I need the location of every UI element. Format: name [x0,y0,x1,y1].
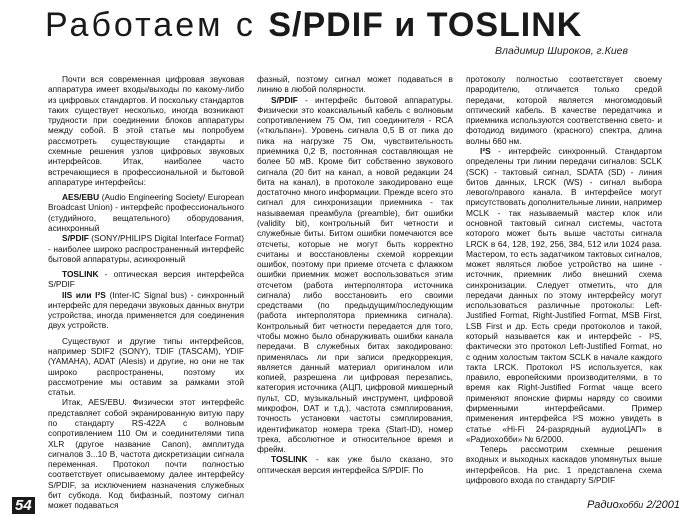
term-label: AES/EBU [62,192,100,203]
magazine-name-small: хобби [618,500,644,510]
paragraph: S/PDIF (SONY/PHILIPS Digital Interface Format) - наиболее широко распространенный интерфейс бытовой аппаратуры, асинхронный [48,233,244,264]
page-footer [0,497,700,521]
term-label: TOSLINK [62,269,99,280]
page-number: 54 [12,497,35,514]
article-title-part1: Работаем с [45,6,269,44]
magazine-name: Радио [586,499,619,511]
paragraph: I²S - интерфейс синхронный. Стандартом определены три линии передачи сигналов: SCLK (SCK) - тактовый сигнал, SDATA (SD) - линия битов данных, LRCK (WS) - сигнал выбора левого/правого канала. В интерфейсе могут присутствовать дополнительные линии, например MCLK - так называемый мастер клок или основной тактовый сигнал системы, частота которого может быть выше частоты сигнала LRCK в 64, 128, 192, 256, 384, 512 или 1024 раза. Мастером, то есть задатчиком тактовых сигналов, может являться любое устройство на шине - источник, приемник либо внешний схема синхронизации. Следует отметить, что для передачи данных по этому интерфейсу могут использоваться различные протоколы: Left-Justified Format, Right-Justified Format, MSB First, LSB First и др. Есть среди протоколов и такой, который называется как и интерфейс - I²S, фактически это протокол Left-Justified Format, но с одним холостым тактом SCLK в начале каждого такта LRCK. Протокол I²S используется, как правило, европейскими производителями, в то время как Right-Justified Format чаще всего применяют японские фирмы наряду со своими фирменными интерфейсами. Пример применения интерфейса I²S можно увидеть в статье «Hi-Fi 24-разрядный аудиоЦАП» в «Радиохобби» № 6/2000. [466,145,662,444]
paragraph: Почти вся современная цифровая звуковая аппаратура имеет входы/выходы по какому-либо из цифровых стандартов. И поскольку стандартов таких существует несколько, иногда возникают трудности при соединении блоков аппаратуры между собой. В этой статье мы попробуем рассмотреть существующие стандарты и схемные решения узлов цифровых звуковых интерфейсов. Итак, наиболее часто встречающиеся в профессиональной и бытовой аппаратуре интерфейсы: [48,74,244,187]
term-label: TOSLINK [271,454,308,465]
term-label: S/PDIF [271,94,298,105]
term-label: IIS или I²S [62,289,106,300]
paragraph: протоколу полностью соответствует своему прародителю, отличается только средой передачи, которой является многомодовый оптический кабель. В качестве передатчика и приемника используются соответственно свето- и фотодиод видимого (красного) спектра, длина волны 660 нм. [466,74,662,146]
article-title-part2: S/PDIF и TOSLINK [268,6,583,44]
article-title [45,5,665,45]
paragraph: TOSLINK - оптическая версия интерфейса S/PDIF [48,269,244,290]
author-byline: Владимир Широков, г.Киев [495,45,628,57]
paragraph: Существуют и другие типы интерфейсов, например SDIF2 (SONY), TDIF (TASCAM), YDIF (YAMAHA), ADAT (Alesis) и другие, но они не так широко распространены, поэтому их рассмотрение мы оставим за рамками этой статьи. [48,335,244,398]
text-column-1 [48,74,244,511]
paragraph: фазный, поэтому сигнал может подаваться в линию в любой полярности. [257,74,453,95]
paragraph: Теперь рассмотрим схемные решения входных и выходных каскадов упомянутых выше интерфейсов. На рис. 1 представлена схема цифрового входа по стандарту S/PDIF [466,444,662,485]
paragraph: TOSLINK - как уже было сказано, это оптическая версия интерфейса S/PDIF. По [257,454,453,475]
magazine-issue [587,499,680,511]
paragraph: IIS или I²S (Inter-IC Signal bus) - синхронный интерфейс для передачи звуковых данных внутри устройства, иногда применяется для соединения двух устройств. [48,289,244,331]
issue-number: 2/2001 [643,499,680,511]
text-column-2 [257,74,453,494]
text-column-3 [466,74,662,494]
paragraph: Итак, AES/EBU. Физически этот интерфейс представляет собой экранированную витую пару по стандарту RS-422A с волновым сопротивлением 110 Ом и соединителями типа XLR (другое название Canon), амплитуда сигналов 3...10 В, частота дискретизации сигнала переменная. Протокол почти полностью соответствует описываемому далее интерфейсу S/PDIF, за исключением назначения служебных бит субкода. Код бифазный, поэтому сигнал может подаваться [48,397,244,511]
term-label: I²S [480,145,491,156]
paragraph: AES/EBU (Audio Engineering Society/ European Broadcast Union) - интерфейс профессионального (студийного, вещательного) оборудования, асинхронный [48,192,244,233]
term-label: S/PDIF [62,233,89,244]
paragraph: S/PDIF - интерфейс бытовой аппаратуры. Физически это коаксиальный кабель с волновым сопротивлением 75 Ом, тип соединителя - RCA («тюльпан»). Уровень сигнала 0,5 В от пика до пика на нагрузке 75 Ом, чувствительность приемника 0,2 В, постоянная составляющая не более 50 мВ. Кроме бит собственно звукового сигнала (20 бит на канал, а новой редакции 24 бита на канал), в протоколе закодировано еще достаточно много информации. Прежде всего это сигнал для синхронизации приемника - так называемая преамбула (preamble), бит ошибки (validity bit), контрольный бит четности и служебные биты. Битом ошибки помечаются все отсчеты, которые не могут быть корректно считаны и восстановлены схемой коррекции ошибок, поэтому при приеме отсчета с флажком ошибки приемник может воспользоваться этим отсчетом (работа интерполятора источника сигнала) либо восстановить его своими средствами (по предыдущим/последующим (работа интерполятора приемника сигнала). Контрольный бит четности передается для того, чтобы можно было обнаруживать ошибки канала передачи. В служебных битах закодировано: применялась ли при записи предкоррекция, является данный материал оригиналом или копией, разрешена ли цифровая перезапись, категория источника (АЦП, цифровой микшерный пульт, CD, музыкальный инструмент, цифровой микрофон, DAT и т.д.), частота сэмплирования, точность установки частоты сэмплирования, идентификатор номера трека (Start-ID), номер трека, абсолютное и относительное время и фрейм. [257,94,453,455]
